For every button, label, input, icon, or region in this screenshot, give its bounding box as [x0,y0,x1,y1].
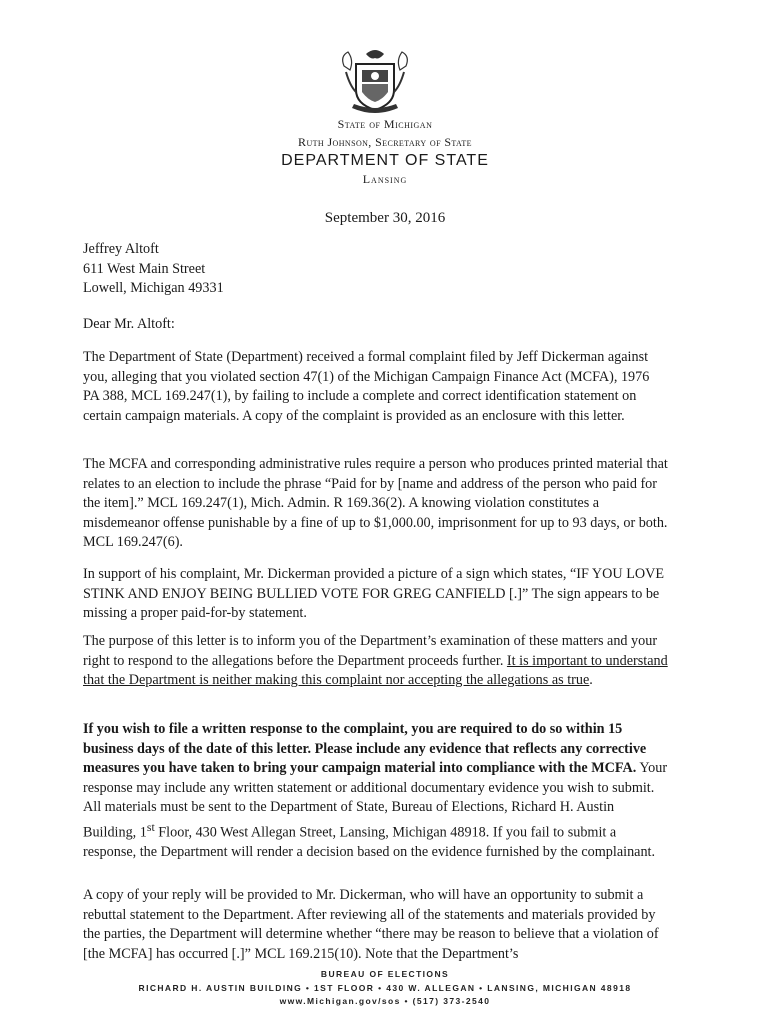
letter-date: September 30, 2016 [324,210,446,226]
letterhead-city: Lansing [362,172,408,186]
paragraph-purpose [83,632,668,691]
recipient-name: Jeffrey Altoft [83,241,159,257]
recipient-city: Lowell, Michigan 49331 [83,280,224,296]
letterhead-state: State of Michigan [337,117,433,131]
paragraph-requirements: The MCFA and corresponding administrative rules require a person who produces printed material that relates to an election to include the phrase “Paid for by [name and address of the person who paid for the item].” MCL 169.247(1), Mich. Admin. R 169.36(2). A knowing violation constitutes a misdemeanor offense punishable by a fine of up to $1,000.00, imprisonment for up to 93 days, or both. MCL 169.247(6). [83,456,668,550]
floor-superscript: st [146,819,155,834]
footer-address: RICHARD H. AUSTIN BUILDING • 1ST FLOOR • 430 W. ALLEGAN • LANSING, MICHIGAN 48918 [138,983,632,993]
purpose-period: . [589,672,593,688]
response-text-continued: Floor, 430 West Allegan Street, Lansing, Michigan 48918. If you fail to submit a response, the Department will render a decision based on the evidence furnished by the complainant. [83,824,656,860]
response-bold-text: If you wish to file a written response to the complaint, you are required to do so within 15 business days of the date of this letter. Please include any evidence that reflects any corrective measures you have taken to bring your campaign material into compliance with the MCFA. [83,721,647,776]
recipient-street: 611 West Main Street [83,260,206,277]
paragraph-response-instructions [83,720,668,862]
paragraph-reply: A copy of your reply will be provided to Mr. Dickerman, who will have an opportunity to submit a rebuttal statement to the Department. After reviewing all of the statements and materials provided by the parties, the Department will determine whether “there may be reason to believe that a violation of [the MCFA] has occurred [.]” MCL 169.215(10). Note that the Department’s [83,887,659,962]
paragraph-evidence: In support of his complaint, Mr. Dickerman provided a picture of a sign which states, “IF YOU LOVE STINK AND ENJOY BEING BULLIED VOTE FOR GREG CANFIELD [.]” The sign appears to be missing a proper paid-for-by statement. [83,566,665,621]
letterhead-department: DEPARTMENT OF STATE [281,152,489,169]
footer-contact: www.Michigan.gov/sos • (517) 373-2540 [279,996,491,1006]
letterhead-secretary: Ruth Johnson, Secretary of State [298,135,472,149]
purpose-underlined-text: It is important to understand that the Department is neither making this complaint nor accepting the allegations as true [83,652,668,688]
recipient-address [83,240,224,299]
response-text: Your response may include any written statement or additional documentary evidence you wish to submit. All materials must be sent to the Department of State, Bureau of Elections, Richard H. Austin Building, 1 [83,760,668,841]
michigan-state-seal-icon [332,46,418,118]
paragraph-complaint: The Department of State (Department) received a formal complaint filed by Jeff Dickerman against you, alleging that you violated section 47(1) of the Michigan Campaign Finance Act (MCFA), 1976 PA 388, MCL 169.247(1), by failing to include a complete and correct identification statement on certain campaign materials. A copy of the complaint is provided as an enclosure with this letter. [83,349,650,424]
purpose-text: The purpose of this letter is to inform you of the Department’s examination of these matters and your right to respond to the allegations before the Department proceeds further. [83,633,658,669]
salutation: Dear Mr. Altoft: [83,316,175,332]
footer-bureau: BUREAU OF ELECTIONS [320,969,450,979]
